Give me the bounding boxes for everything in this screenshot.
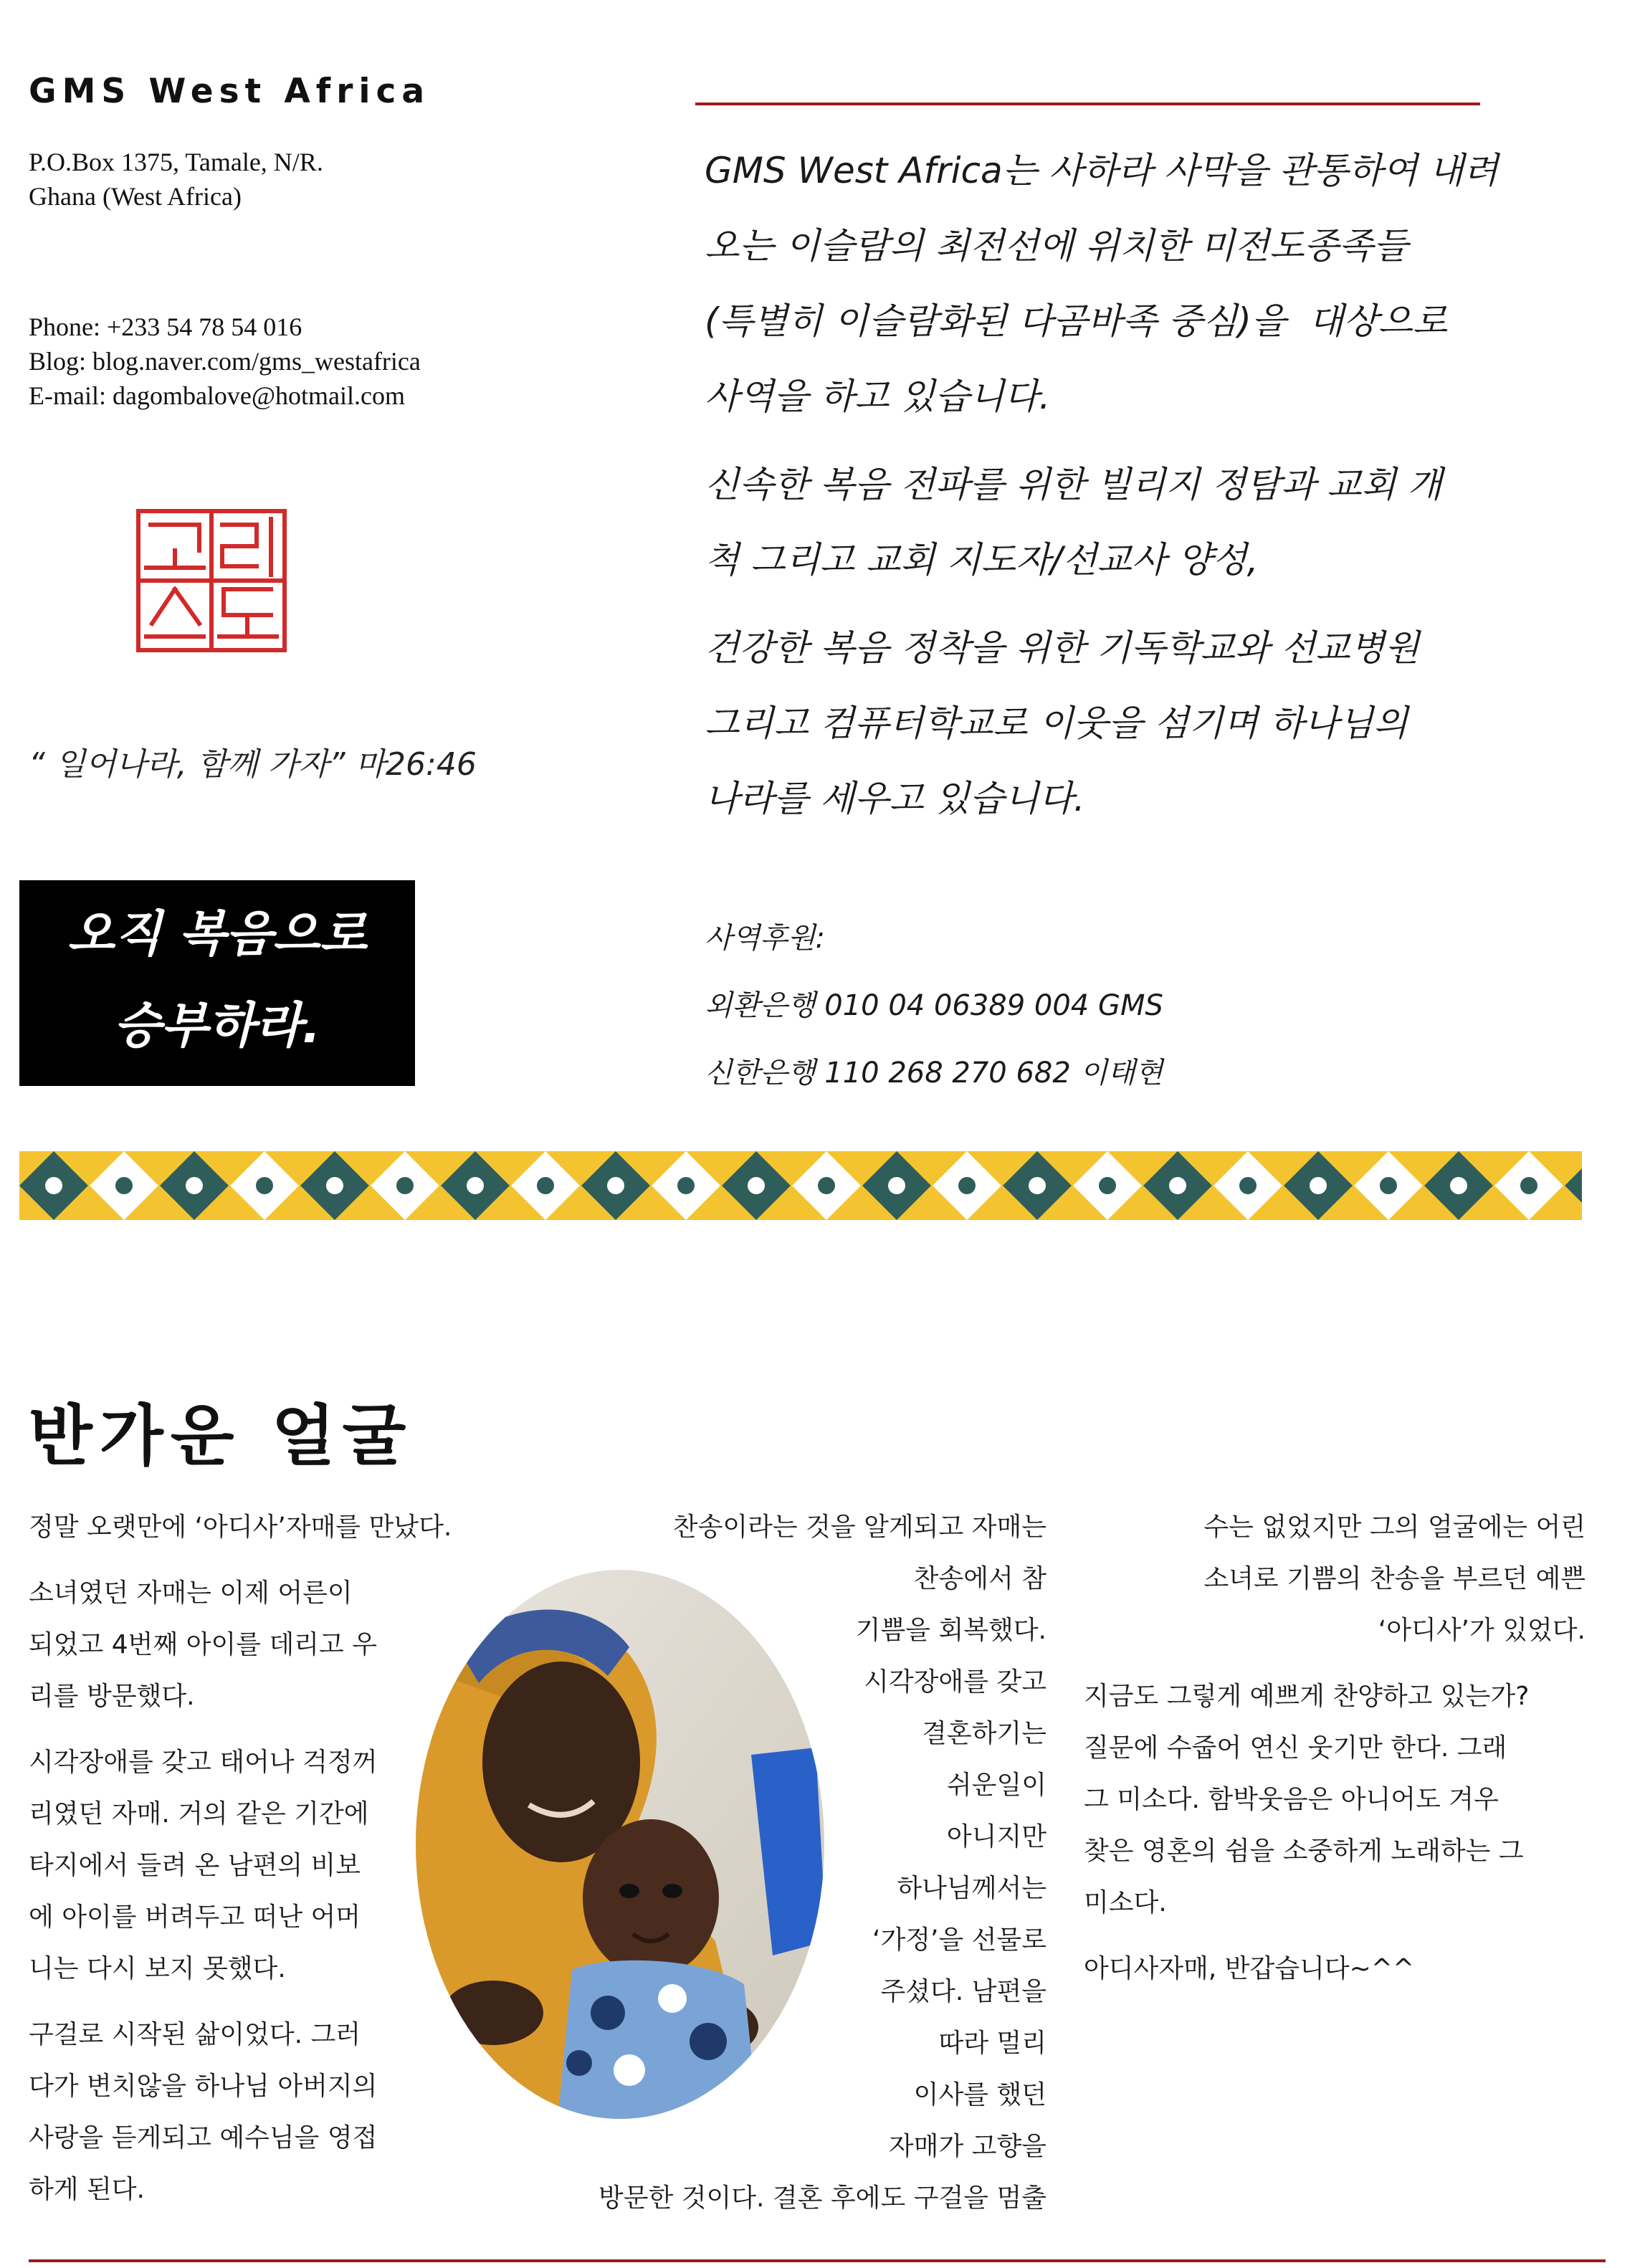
bottom-divider: [29, 2259, 1606, 2262]
blog-link[interactable]: Blog: blog.naver.com/gms_westafrica: [29, 347, 421, 376]
bank-account-2: 신한은행 110 268 270 682 이태현: [705, 1057, 1163, 1090]
article-column-1: [29, 1502, 452, 2230]
band-dot: [1029, 1177, 1046, 1194]
band-dot: [256, 1177, 273, 1194]
slogan-box: [19, 880, 415, 1086]
band-dot: [186, 1177, 203, 1194]
col1-para3: 시각장애를 갖고 태어나 걱정꺼 리였던 자매. 거의 같은 기간에 타지에서 들려 온 남편의 비보 에 아이를 버려두고 떠난 어머 니는 다시 보지 못했다.: [29, 1748, 378, 1983]
slogan-line2: 승부하라.: [113, 998, 321, 1054]
band-dot: [1520, 1177, 1537, 1194]
band-dot: [537, 1177, 554, 1194]
address: [29, 145, 323, 214]
support-info: [705, 905, 1163, 1107]
band-dot: [45, 1177, 62, 1194]
band-dot: [1239, 1177, 1257, 1194]
bank-account-1: 외환은행 010 04 06389 004 GMS: [705, 989, 1163, 1022]
band-dot: [958, 1177, 976, 1194]
intro-para1: GMS West Africa는 사하라 사막을 관통하여 내려 오는 이슬람의 최전선에 위치한 미전도종족들 (특별히 이슬람화된 다곰바족 중심)을 대상으로 사역을 하고 있습니다.: [705, 150, 1499, 417]
col1-para4: 구걸로 시작된 삶이었다. 그러 다가 변치않을 하나님 아버지의 사랑을 듣게되고 예수님을 영접 하게 된다.: [29, 2020, 378, 2204]
band-dot: [888, 1177, 905, 1194]
band-dot: [1169, 1177, 1186, 1194]
intro-para3: 건강한 복음 정착을 위한 기독학교와 선교병원 그리고 컴퓨터학교로 이웃을 섬기며 하나님의 나라를 세우고 있습니다.: [705, 627, 1420, 819]
band-dot: [1310, 1177, 1327, 1194]
band-dot: [467, 1177, 484, 1194]
top-divider: [695, 103, 1480, 105]
band-dot: [748, 1177, 765, 1194]
article-title: 반가운 얼굴: [29, 1398, 414, 1474]
mother-and-baby-photo: [414, 1568, 826, 2120]
col1-para1: 정말 오랫만에 ‘아디사’자매를 만났다.: [29, 1512, 452, 1542]
col3-para1: 지금도 그렇게 예쁘게 찬양하고 있는가? 질문에 수줍어 연신 웃기만 한다. 그래 그 미소다. 함박웃음은 아니어도 겨우 찾은 영혼의 쉼을 소중하게 노래하는 그 미소다.: [1084, 1682, 1530, 1917]
band-dot: [1380, 1177, 1397, 1194]
band-dot: [677, 1177, 695, 1194]
band-dot: [1099, 1177, 1116, 1194]
band-dot: [818, 1177, 835, 1194]
col3-para0: 수는 없었지만 그의 얼굴에는 어린 소녀로 기쁨의 찬송을 부르던 예쁜 ‘아디사’가 있었다.: [1203, 1512, 1586, 1645]
col2-para1: 찬송이라는 것을 알게되고 자매는 찬송에서 참 기쁨을 회복했다. 시각장애를 갖고 결혼하기는 쉬운일이 아니지만 하나님께서는 ‘가정’을 선물로 주셨다. 남편을 따라 멀리 이사를 했던 자매가 고향을 방문한 것이다. 결혼 후에도 구걸을 멈출: [598, 1512, 1046, 2213]
band-dot: [607, 1177, 624, 1194]
intro-para2: 신속한 복음 전파를 위한 빌리지 정탐과 교회 개 척 그리고 교회 지도자/선교사 양성,: [705, 464, 1442, 581]
support-label: 사역후원:: [705, 922, 826, 955]
band-dot: [326, 1177, 343, 1194]
slogan-line1: 오직 복음으로: [67, 906, 367, 963]
band-dot: [1450, 1177, 1467, 1194]
band-dot: [396, 1177, 414, 1194]
intro-text: [705, 133, 1507, 849]
band-dot: [115, 1177, 133, 1194]
email-link[interactable]: E-mail: dagombalove@hotmail.com: [29, 381, 406, 410]
contact-info: [29, 310, 421, 413]
article-column-3: [1084, 1502, 1586, 2009]
address-line1: P.O.Box 1375, Tamale, N/R.: [29, 148, 323, 176]
phone: Phone: +233 54 78 54 016: [29, 313, 302, 341]
address-line2: Ghana (West Africa): [29, 182, 242, 211]
seal-logo: [136, 509, 287, 652]
pattern-band: [19, 1151, 1582, 1220]
col1-para2: 소녀였던 자매는 이제 어른이 되었고 4번째 아이를 데리고 우 리를 방문했다.: [29, 1578, 377, 1711]
bible-verse: “ 일어나라, 함께 가자” 마26:46: [29, 746, 477, 783]
org-name: GMS West Africa: [29, 72, 431, 111]
col3-para2: 아디사자매, 반갑습니다~^^: [1084, 1954, 1415, 1983]
